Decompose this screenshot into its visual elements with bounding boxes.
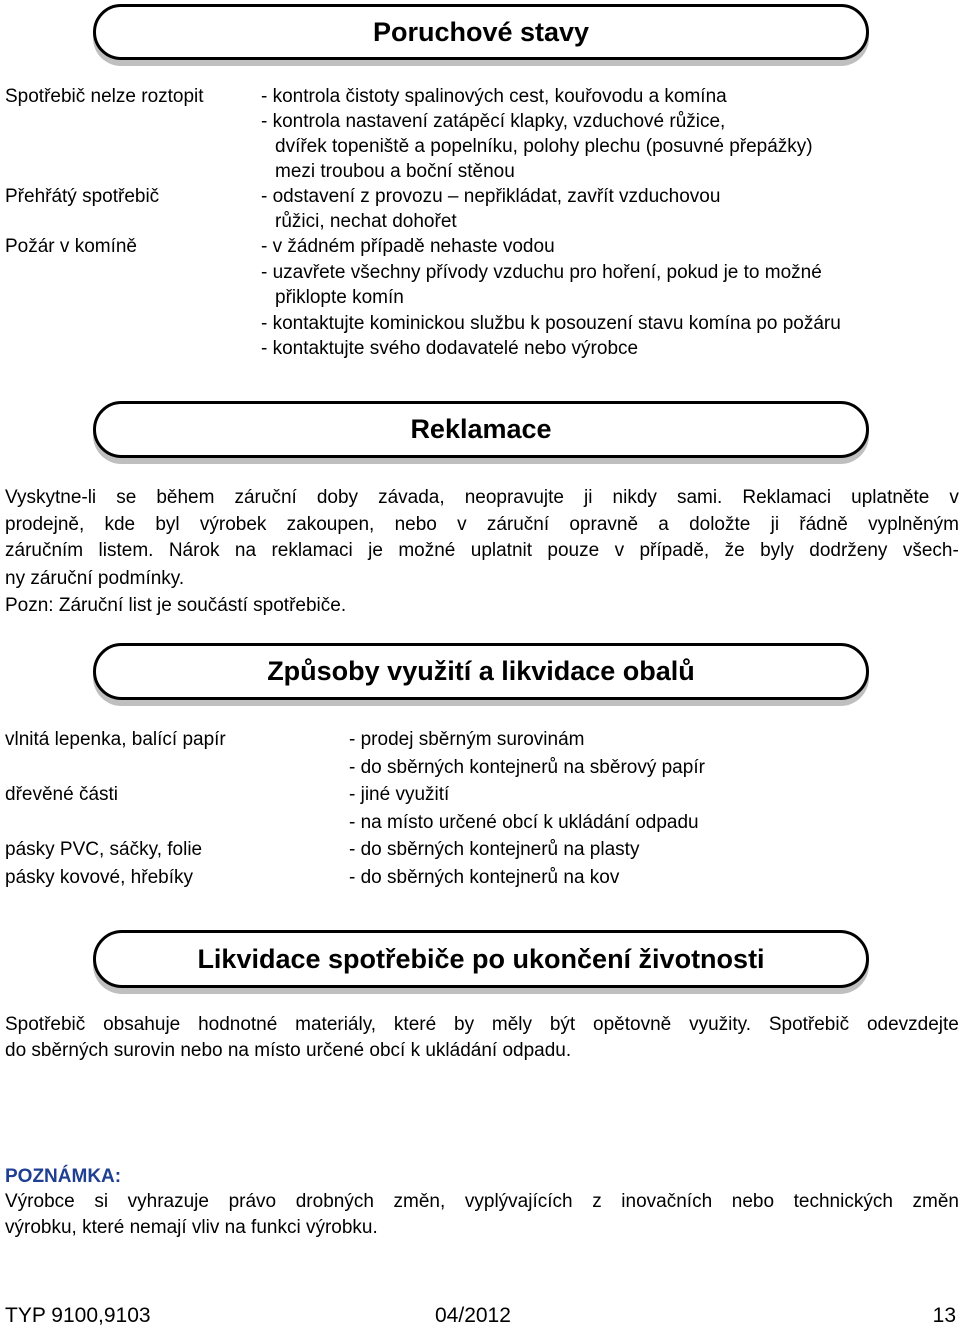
fault-label: Požár v komíně	[5, 236, 137, 257]
section-header-complaints	[93, 401, 869, 458]
packaging-material: vlnitá lepenka, balící papír	[5, 729, 226, 750]
word: uplatnit	[470, 540, 533, 561]
complaints-paragraph-line: ny záruční podmínky.	[5, 568, 185, 589]
word: neopravujte	[464, 487, 564, 508]
packaging-method: - na místo určené obcí k ukládání odpadu	[349, 812, 699, 833]
note-heading: POZNÁMKA:	[5, 1166, 122, 1187]
fault-remedy-line: - uzavřete všechny přívody vzduchu pro hoření, pokud je to možné	[261, 262, 822, 283]
word: všech-	[902, 540, 959, 561]
fault-remedy-line: - kontrola nastavení zatápěcí klapky, vzduchové růžice,	[261, 111, 726, 132]
word: případě,	[639, 540, 710, 561]
section-header-disposal	[93, 930, 869, 988]
packaging-material: dřevěné části	[5, 784, 119, 805]
section-header-packaging	[93, 643, 869, 700]
fault-remedy-line: - kontaktujte svého dodavatelé nebo výrobce	[261, 338, 639, 359]
note-paragraph-line	[5, 1189, 959, 1214]
word: ji	[584, 487, 593, 508]
fault-remedy-line: - v žádném případě nehaste vodou	[261, 236, 555, 257]
word: vyhrazuje	[127, 1191, 209, 1212]
word: uplatněte	[851, 487, 930, 508]
section-title-packaging: Způsoby využití a likvidace obalů	[267, 656, 695, 686]
word: v	[457, 514, 467, 535]
word: záruční	[234, 487, 297, 508]
word: záruční	[486, 514, 550, 535]
word: je	[368, 540, 383, 561]
complaints-paragraph-line	[5, 512, 959, 537]
word: a	[658, 514, 669, 535]
word: řádně	[799, 514, 848, 535]
packaging-method: - jiné využití	[349, 784, 450, 805]
word: odevzdejte	[866, 1014, 959, 1035]
word: byl	[155, 514, 180, 535]
word: v	[614, 540, 625, 561]
fault-label: Spotřebič nelze roztopit	[5, 86, 204, 107]
word: doby	[316, 487, 359, 508]
footer-page-number: 13	[932, 1304, 956, 1327]
word: Spotřebič	[5, 1014, 86, 1035]
fault-remedy-line: - kontaktujte kominickou službu k posouzení stavu komína po požáru	[261, 313, 841, 334]
word: být	[549, 1014, 576, 1035]
word: listem.	[98, 540, 154, 561]
word: si	[94, 1191, 109, 1212]
section-title-faults: Poruchové stavy	[372, 16, 590, 47]
word: Spotřebič	[768, 1014, 850, 1035]
word: z	[592, 1191, 602, 1212]
word: právo	[228, 1191, 277, 1212]
disposal-paragraph-line	[5, 1012, 959, 1037]
word: materiály,	[295, 1014, 377, 1035]
fault-remedy-line: přiklopte komín	[275, 287, 404, 308]
word: využity.	[689, 1014, 751, 1035]
word: nikdy	[612, 487, 657, 508]
fault-remedy-line: mezi troubou a boční stěnou	[275, 161, 515, 182]
packaging-material: pásky kovové, hřebíky	[5, 867, 193, 888]
footer-date: 04/2012	[435, 1304, 511, 1327]
section-header-faults	[93, 4, 869, 60]
word: které	[393, 1014, 437, 1035]
word: Nárok	[168, 540, 220, 561]
word: drobných	[295, 1191, 374, 1212]
fault-label: Přehřátý spotřebič	[5, 186, 160, 207]
word: Výrobce	[5, 1191, 75, 1212]
complaints-paragraph-line	[5, 538, 959, 563]
word: závada,	[378, 487, 445, 508]
word: ji	[770, 514, 780, 535]
word: prodejně,	[5, 514, 85, 535]
word: během	[156, 487, 215, 508]
word: obsahuje	[103, 1014, 181, 1035]
word: Vyskytne-li	[5, 487, 97, 508]
word: v	[949, 487, 959, 508]
word: nebo	[731, 1191, 775, 1212]
word: nebo	[394, 514, 437, 535]
fault-remedy-line: dvířek topeniště a popelníku, polohy plechu (posuvné přepážky)	[275, 136, 813, 157]
packaging-method: - do sběrných kontejnerů na plasty	[349, 839, 640, 860]
word: záručním	[5, 540, 84, 561]
packaging-method: - do sběrných kontejnerů na sběrový papír	[349, 757, 705, 778]
footer-model: TYP 9100,9103	[5, 1304, 151, 1327]
word: pouze	[547, 540, 600, 561]
word: vyplněným	[868, 514, 959, 535]
word: reklamaci	[271, 540, 353, 561]
fault-remedy-line: růžici, nechat dohořet	[275, 211, 457, 232]
word: změn	[912, 1191, 959, 1212]
word: opravně	[569, 514, 639, 535]
word: kde	[104, 514, 136, 535]
section-title-disposal: Likvidace spotřebiče po ukončení životnosti	[197, 943, 765, 974]
word: změn,	[393, 1191, 446, 1212]
word: sami.	[676, 487, 723, 508]
word: byly	[760, 540, 794, 561]
word: možné	[398, 540, 456, 561]
packaging-method: - do sběrných kontejnerů na kov	[349, 867, 620, 888]
complaints-note: Pozn: Záruční list je součástí spotřebiče.	[5, 595, 347, 616]
note-paragraph-line: výrobku, které nemají vliv na funkci výrobku.	[5, 1217, 378, 1238]
word: se	[116, 487, 137, 508]
word: dodrženy	[809, 540, 888, 561]
word: měly	[491, 1014, 533, 1035]
word: by	[454, 1014, 475, 1035]
word: výrobek	[199, 514, 267, 535]
word: že	[724, 540, 745, 561]
word: inovačních	[621, 1191, 713, 1212]
word: Reklamaci	[742, 487, 832, 508]
word: zakoupen,	[286, 514, 375, 535]
disposal-paragraph-line: do sběrných surovin nebo na místo určené obcí k ukládání odpadu.	[5, 1040, 572, 1061]
packaging-material: pásky PVC, sáčky, folie	[5, 839, 203, 860]
word: vyplývajících	[464, 1191, 573, 1212]
word: opětovně	[593, 1014, 672, 1035]
word: doložte	[689, 514, 751, 535]
word: technických	[793, 1191, 893, 1212]
word: hodnotné	[198, 1014, 278, 1035]
packaging-method: - prodej sběrným surovinám	[349, 729, 585, 750]
section-title-complaints: Reklamace	[410, 414, 552, 444]
fault-remedy-line: - kontrola čistoty spalinových cest, kouřovodu a komína	[261, 86, 727, 107]
fault-remedy-line: - odstavení z provozu – nepřikládat, zavřít vzduchovou	[261, 186, 721, 207]
word: na	[234, 540, 257, 561]
complaints-paragraph-line	[5, 485, 959, 510]
